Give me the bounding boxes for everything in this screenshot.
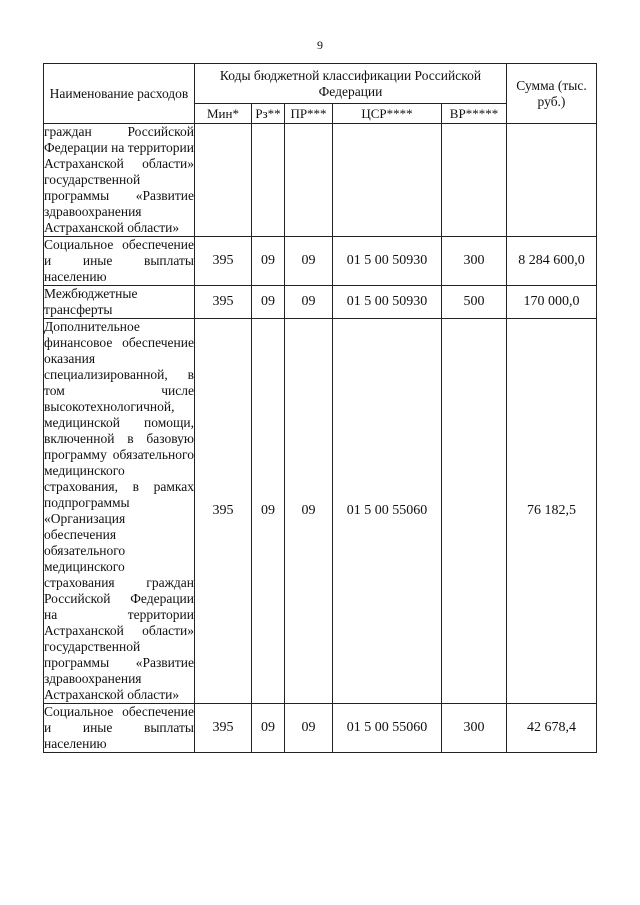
row-vr: 500 <box>442 286 507 319</box>
row-rz: 09 <box>252 319 285 704</box>
row-pr: 09 <box>285 286 333 319</box>
row-csr: 01 5 00 55060 <box>333 704 442 753</box>
row-name: Дополнительное финансовое обеспечение оказания специализированной, в том числе высокотехнологичной, медицинской помощи, включенной в базовую программу обязательного медицинского страхования, в рамках подпрограммы «Организация обеспечения обязательного медицинского страхования граждан Российской Федерации на территории Астраханской области» государственной программы «Развитие здравоохранения Астраханской области» <box>44 319 194 702</box>
table-row <box>44 704 597 753</box>
row-min: 395 <box>195 286 252 319</box>
table-row <box>44 286 597 319</box>
row-csr: 01 5 00 50930 <box>333 237 442 286</box>
row-rz <box>252 124 285 237</box>
budget-table <box>43 63 597 753</box>
row-rz: 09 <box>252 237 285 286</box>
header-pr: ПР*** <box>285 104 333 124</box>
row-min: 395 <box>195 704 252 753</box>
page-number: 9 <box>317 38 323 52</box>
row-pr: 09 <box>285 704 333 753</box>
row-csr: 01 5 00 55060 <box>333 319 442 704</box>
header-codes-group: Коды бюджетной классификации Российской Федерации <box>195 64 507 104</box>
header-sum: Сумма (тыс. руб.) <box>507 64 597 124</box>
header-rz: Рз** <box>252 104 285 124</box>
row-pr <box>285 124 333 237</box>
row-csr <box>333 124 442 237</box>
row-vr <box>442 319 507 704</box>
row-csr: 01 5 00 50930 <box>333 286 442 319</box>
table-row <box>44 237 597 286</box>
header-vr: ВР***** <box>442 104 507 124</box>
row-sum: 8 284 600,0 <box>507 237 597 286</box>
row-vr: 300 <box>442 704 507 753</box>
row-name: Межбюджетные трансферты <box>44 286 195 319</box>
row-rz: 09 <box>252 286 285 319</box>
row-sum: 42 678,4 <box>507 704 597 753</box>
row-name: граждан Российской Федерации на территории Астраханской области» государственной программы «Развитие здравоохранения Астраханской области» <box>44 124 195 235</box>
row-rz: 09 <box>252 704 285 753</box>
row-pr: 09 <box>285 319 333 704</box>
header-csr: ЦСР**** <box>333 104 442 124</box>
row-sum <box>507 124 597 237</box>
row-min: 395 <box>195 237 252 286</box>
row-vr: 300 <box>442 237 507 286</box>
row-min: 395 <box>195 319 252 704</box>
header-min: Мин* <box>195 104 252 124</box>
row-min <box>195 124 252 237</box>
row-name: Социальное обеспечение и иные выплаты населению <box>44 704 194 751</box>
header-name: Наименование расходов <box>44 64 195 124</box>
row-sum: 170 000,0 <box>507 286 597 319</box>
row-vr <box>442 124 507 237</box>
row-pr: 09 <box>285 237 333 286</box>
header-row-top <box>44 64 597 104</box>
row-sum: 76 182,5 <box>507 319 597 704</box>
row-name: Социальное обеспечение и иные выплаты населению <box>44 237 194 284</box>
table-row <box>44 319 597 704</box>
table-row <box>44 124 597 237</box>
